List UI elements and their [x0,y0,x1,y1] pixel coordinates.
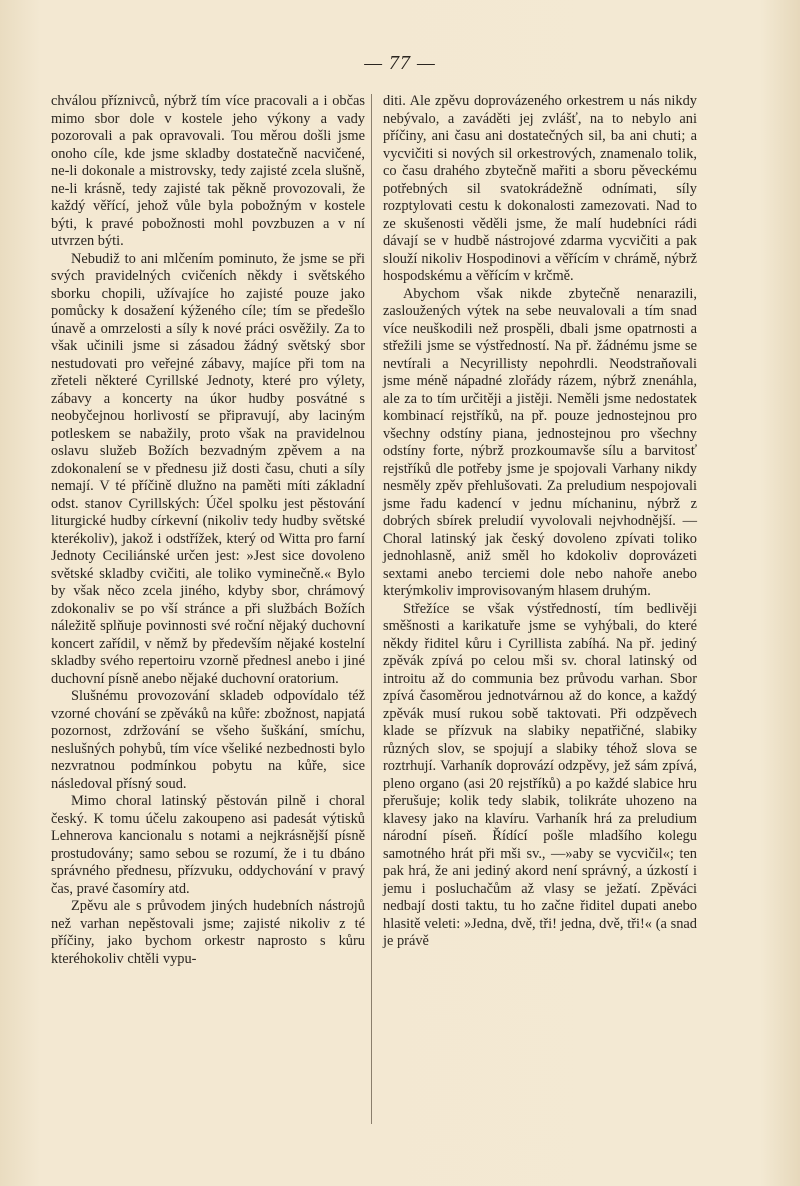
paragraph: Slušnému provozování skladeb odpovídalo též vzorné chování se zpěváků na kůře: zbožnost, napjatá pozornost, zdržování se všeho šuškání, smíchu, neslušných pohybů, tím více všeliké nezbednosti bylo nezvratnou podmínkou pobytu na kůře, sice následoval přísný soud. [51,688,365,792]
right-column [383,93,697,951]
paragraph: Mimo choral latinský pěstován pilně i choral český. K tomu účelu zakoupeno asi padesát výtisků Lehnerova kancionalu s notami a nejkrásnější písně prostudovány; samo sebou se rozumí, že i tu dbáno správného přednesu, přízvuku, oddychování v pravý čas, pravé časomíry atd. [51,793,365,897]
page-number: — 77 — [364,52,436,74]
column-divider [371,94,372,1124]
paragraph: Střežíce se však výstředností, tím bedlivěji směšnosti a karikatuře jsme se vyhýbali, do které někdy řiditel kůru i Cyrillista zabíhá. Na př. jediný zpěvák zpívá po celou mši sv. choral latinský od introitu až do communia bez průvodu varhan. Sbor zpívá časoměrou jednotvárnou až do konce, a každý zpěvák musí rukou sobě taktovati. Při odzpěvech klade se přízvuk na slabiky nepatřičné, slabiky různých slov, se spojují a slabiky téhož slova se roztrhují. Varhaník doprovází odzpěvy, jež sám zpívá, pleno organo (asi 20 rejstříků) a po každé slabice hru přerušuje; kolik tedy slabik, tolikráte uhozeno na klavesy jako na klavíru. Varhaník hrá za preludium národní píseň. Řídící pošle mladšího kolegu samotného hrát při mši sv., —»aby se vycvičil«; ten pak hrá, že ani jediný akord není správný, a úzkostí i jemu i posluchačům až vlasy se ježatí. Zpěváci nedbají dosti taktu, tu ho začne řiditel dupati anebo hlasitě veleti: »Jedna, dvě, tři! jedna, dvě, tři!« (a snad je právě [383,600,697,949]
paragraph: chválou příznivců, nýbrž tím více pracovali a i občas mimo sbor dole v kostele jeho výkony a vady pozorovali a pak opravovali. Tou měrou došli jsme onoho cíle, kde jsme skladby dostatečně nacvičené, ne-li dokonale a mistrovsky, tedy zajisté zcela slušně, ne-li krásně, tedy zajisté tak pěkně provozovali, že každý věřící, jehož vůle byla pobožným v kostele býti, k pravé pobožnosti mohl povzbuzen a v ní utvrzen býti. [51,93,365,249]
paragraph: Zpěvu ale s průvodem jiných hudebních nástrojů než varhan nepěstovali jsme; zajisté nikoliv z té příčiny, jako bychom orkestr naprosto s kůru kteréhokoliv chtěli vypu- [51,898,365,967]
paragraph: Nebudiž to ani mlčením pominuto, že jsme se při svých pravidelných cvičeních někdy i světského sborku chopili, užívajíce ho zajisté pouze jako pomůcky k dosažení kýženého cíle; tím se předešlo únavě a omrzelosti a síly k nové práci osvěžily. Za to však učinili jsme si zásadou žádný světský sbor nestudovati pro veřejné zábavy, majíce při tom na zřeteli některé Cyrillské Jednoty, které pro výlety, zábavy a koncerty na úkor hudby posvátné s neobyčejnou horlivostí se připravují, aby laciným potleskem se nabažily, proto však na pravidelnou oslavu služeb Božích bezvadným zpěvem a na zdokonalení se v přednesu již dosti času, chuti a síly nemají. V té příčině dlužno na paměti míti základní odst. stanov Cyrillských: Účel spolku jest pěstování liturgické hudby církevní (nikoliv tedy hudby světské kterékoliv), jakož i odstřížek, který od Witta pro farní Jednoty Ceciliánské určen jest: »Jest sice dovoleno světské skladby cvičiti, ale toliko vyminečně.« Bylo by však něco zcela jiného, kdyby sbor, chrámový zdokonaliv se po vší stránce a při službách Božích náležitě splňuje povinnosti své roční nějaký duchovní koncert zařídil, v němž by především nějaké kostelní skladby svého repertoiru vzorně přednesl anebo i jiné duchovní písně anebo nějaké duchovní oratorium. [51,250,365,687]
paragraph: diti. Ale zpěvu doprovázeného orkestrem u nás nikdy nebývalo, a zaváděti jej zvlášť, na to nebylo ani příčiny, ani času ani dostatečných sil, ba ani chuti; a vycvičiti si nových sil orkestrových, znamenalo tolik, co času drahého zbytečně mařiti a sboru pěveckému potřebných sil svatokrádežně odnímati, síly rozptylovati cestu k dokonalosti zamezovati. Nad to ze skušenosti věděli jsme, že malí hudebníci rádi dávají se v hudbě nástrojové zdarma vycvičiti a pak slouží nikoliv Hospodinovi a věřícím v chrámě, nýbrž hospodskému a věřícím v krčmě. [383,93,697,284]
left-column [51,93,365,968]
paragraph: Abychom však nikde zbytečně nenarazili, zasloužených výtek na sebe neuvalovali a tím snad více neuškodili než prospěli, dbali jsme opatrnosti a střežili jsme se výstředností. Na př. žádnému jsme se nevtírali a Necyrillisty nepohrdli. Neodstraňovali jsme méně nápadné zlořády rázem, nýbrž znenáhla, ale za to tím určitěji a jistěji. Neměli jsme nedostatek kombinací rejstříků, na př. pouze jednostejnou pro všechny odstíny piana, jednostejnou pro všechny odstíny forte, nýbrž prozkoumavše sílu a barvitosť rejstříků dle potřeby jsme je spojovali Varhany nikdy nesměly zpěv přehlušovati. Za preludium nespojovali jsme řadu kadencí v jednu míchaninu, nýbrž z dobrých sbírek preludií vyvolovali nejvhodnější. — Choral latinský jak český dovoleno zpívati toliko jednohlasně, aniž směl ho kdokoliv doprovázeti sextami anebo terciemi dole nebo nahoře anebo kterýmkoliv improvisovaným hlasem druhým. [383,285,697,599]
